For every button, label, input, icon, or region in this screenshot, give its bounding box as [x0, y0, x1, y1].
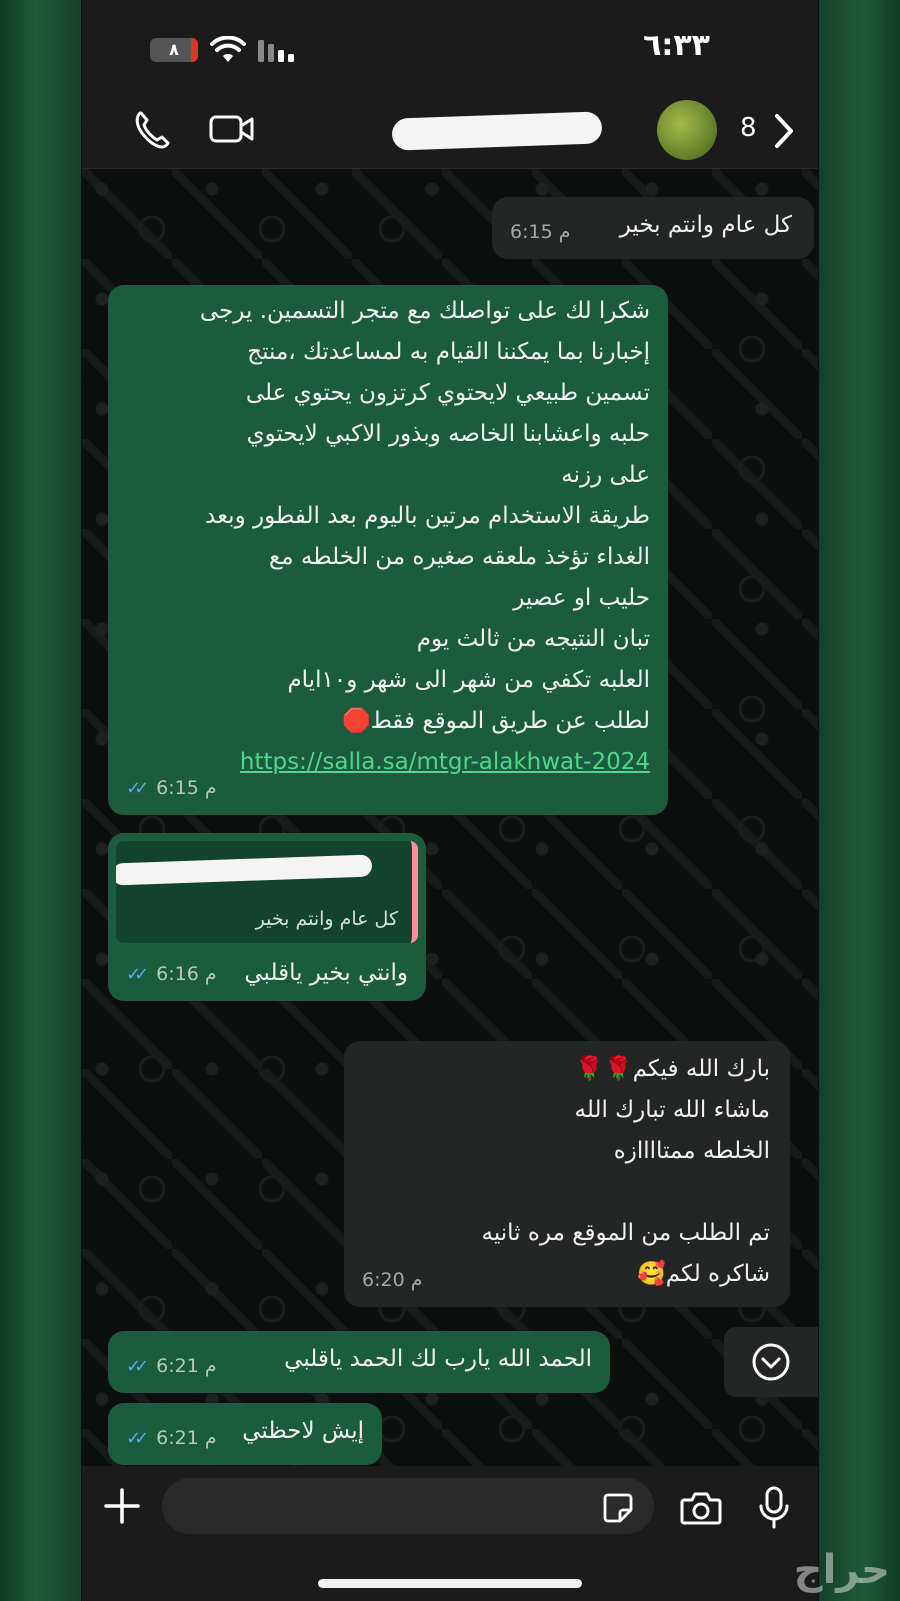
read-ticks-icon: ✓✓ — [126, 1428, 143, 1449]
microphone-icon[interactable] — [758, 1486, 790, 1530]
chevron-down-icon — [751, 1342, 791, 1382]
message-bubble[interactable] — [108, 285, 668, 815]
watermark-logo: حراج — [793, 1547, 890, 1593]
signal-icon — [258, 38, 296, 62]
battery-level: ٨ — [169, 40, 179, 59]
message-bubble[interactable] — [344, 1041, 790, 1307]
message-list[interactable] — [82, 169, 818, 1466]
battery-icon — [150, 38, 198, 62]
message-text: إيش لاحظتي — [242, 1418, 364, 1444]
chat-header — [82, 95, 818, 169]
chevron-back-icon[interactable] — [772, 111, 796, 151]
message-input[interactable] — [162, 1478, 654, 1534]
message-text: كل عام وانتم بخير — [619, 212, 792, 238]
unread-count: 8 — [740, 113, 757, 143]
message-time: 6:20 م — [362, 1269, 423, 1291]
message-text: الحمد الله يارب لك الحمد ياقلبي — [284, 1346, 592, 1372]
message-link[interactable]: https://salla.sa/mtgr-alakhwat-2024 — [239, 749, 650, 775]
composer-bar — [82, 1466, 818, 1601]
message-bubble[interactable] — [108, 833, 426, 1001]
message-text: بارك الله فيكم🌹🌹 ماشاء الله تبارك الله الخلطه ممتاااازه تم الطلب من الموقع مره ثانيه شاكره لكم🥰 — [481, 1056, 770, 1287]
message-text: شكرا لك على تواصلك مع متجر التسمين. يرجى إخبارنا بما يمكننا القيام به لمساعدتك ،منتج تسمين طبيعي لايحتوي كرتزون يحتوي على حلبه واعشابنا الخاصه وبذور الاكبي لايحتوي على رزنه طريقة الاستخدام مرتين باليوم بعد الفطور وبعد الغداء تؤخذ ملعقه صغيره من الخلطه مع حليب او عصير تبان النتيجه من ثالث يوم العلبه تكفي من شهر الى شهر و١٠ايام لطلب عن طريق الموقع فقط🛑 — [199, 298, 650, 734]
phone-screen — [82, 0, 818, 1601]
message-time: 6:15 م — [510, 221, 571, 243]
quoted-message[interactable] — [116, 841, 418, 943]
quote-text: كل عام وانتم بخير — [255, 908, 398, 930]
plus-icon[interactable] — [102, 1486, 142, 1526]
message-time: 6:15 م — [156, 777, 217, 799]
message-time: 6:16 م — [156, 963, 217, 985]
message-time: 6:21 م — [156, 1355, 217, 1377]
message-time: 6:21 م — [156, 1427, 217, 1449]
status-bar — [82, 0, 818, 95]
scroll-to-bottom-button[interactable] — [724, 1327, 818, 1397]
phone-call-icon[interactable] — [132, 107, 172, 151]
read-ticks-icon: ✓✓ — [126, 1356, 143, 1377]
message-bubble[interactable] — [492, 197, 814, 259]
camera-icon[interactable] — [680, 1490, 722, 1526]
contact-name[interactable]: +96 — [392, 111, 603, 150]
sticker-icon[interactable] — [602, 1492, 634, 1524]
message-bubble[interactable] — [108, 1403, 382, 1465]
status-time: ٦:٣٣ — [643, 28, 710, 63]
video-call-icon[interactable] — [208, 107, 256, 151]
message-text: وانتي بخير ياقلبي — [244, 960, 408, 986]
read-ticks-icon: ✓✓ — [126, 778, 143, 799]
quote-author: +96 — [116, 854, 372, 885]
read-ticks-icon: ✓✓ — [126, 964, 143, 985]
wifi-icon — [210, 36, 246, 64]
message-bubble[interactable] — [108, 1331, 610, 1393]
contact-avatar[interactable] — [657, 100, 717, 160]
home-indicator — [318, 1579, 582, 1588]
